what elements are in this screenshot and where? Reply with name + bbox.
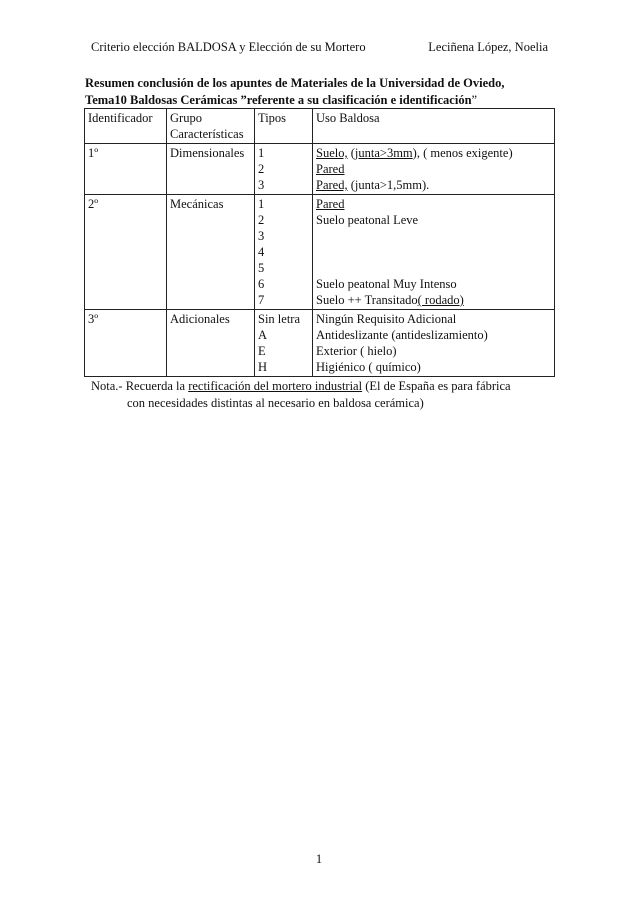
tipo-item: 3 [258,229,265,243]
uso-text: (junta>1,5mm). [347,178,430,192]
uso-item [316,196,552,212]
tipo-item: 2 [258,213,265,227]
table-row [85,310,555,377]
uso-junta-link[interactable]: junta>3mm [354,146,413,160]
cell-uso [313,195,555,310]
uso-text: ( [347,146,355,160]
tipo-item: A [258,328,268,342]
table-header-row [85,109,555,144]
note-paragraph [91,378,551,412]
page-number: 1 [315,852,323,866]
summary-line-2-end: ” [471,93,478,107]
summary-line-1: Resumen conclusión de los apuntes de Materiales de la Universidad de Oviedo, [85,76,505,90]
tipo-item: 2 [258,162,265,176]
note-line-2: con necesidades distintas al necesario en baldosa cerámica) [127,396,424,410]
uso-pared-link[interactable]: Pared, [316,178,348,192]
uso-item: Exterior ( hielo) [316,344,397,358]
uso-item-empty [316,244,552,260]
tipo-item: H [258,360,268,374]
cell-id: 2º [85,195,167,310]
uso-pared-link[interactable]: Pared [316,197,345,211]
uso-text: ), ( menos exigente) [412,146,513,160]
table-row [85,195,555,310]
cell-id: 3º [85,310,167,377]
uso-item [316,292,552,308]
uso-item [316,177,552,193]
header-grupo [167,109,255,144]
table-row [85,144,555,195]
summary-heading [85,75,555,109]
uso-pared-link[interactable]: Pared [316,162,345,176]
cell-grupo: Adicionales [167,310,255,377]
uso-suelo-link[interactable]: Suelo, [316,146,348,160]
uso-text: Suelo ++ Transitado [316,293,418,307]
note-suffix: (El de España es para fábrica [362,379,511,393]
tipo-item: 1 [258,197,265,211]
cell-grupo: Dimensionales [167,144,255,195]
classification-table [84,108,555,377]
cell-uso [313,310,555,377]
header-author: Leciñena López, Noelia [428,40,548,54]
uso-rodado-link[interactable]: ( rodado) [417,293,464,307]
uso-item-empty [316,228,552,244]
summary-line-2 [85,92,555,109]
uso-item: Ningún Requisito Adicional [316,312,457,326]
cell-uso [313,144,555,195]
tipo-item: 7 [258,293,265,307]
cell-tipos [255,195,313,310]
header-grupo-line-2: Características [170,127,244,141]
uso-item [316,161,552,177]
header-title: Criterio elección BALDOSA y Elección de su Mortero [91,40,366,54]
tipo-item: E [258,344,266,358]
uso-item [316,145,552,161]
tipo-item: 4 [258,245,265,259]
header-tipos: Tipos [255,109,313,144]
cell-tipos [255,310,313,377]
note-link[interactable]: rectificación del mortero industrial [188,379,363,393]
note-prefix: Nota.- Recuerda la [91,379,189,393]
tipo-item: 1 [258,146,265,160]
uso-item: Suelo peatonal Leve [316,213,419,227]
header-uso: Uso Baldosa [313,109,555,144]
page-header [91,40,548,55]
uso-item-empty [316,260,552,276]
cell-tipos [255,144,313,195]
cell-id: 1º [85,144,167,195]
cell-grupo: Mecánicas [167,195,255,310]
uso-item: Suelo peatonal Muy Intenso [316,277,457,291]
tipo-item: Sin letra [258,312,301,326]
header-grupo-line-1: Grupo [170,111,202,125]
uso-item: Higiénico ( químico) [316,360,421,374]
uso-item: Antideslizante (antideslizamiento) [316,328,488,342]
header-identificador: Identificador [85,109,167,144]
summary-line-2-text: Tema10 Baldosas Cerámicas ”referente a su clasificación e identificación [85,93,472,107]
tipo-item: 3 [258,178,265,192]
tipo-item: 6 [258,277,265,291]
tipo-item: 5 [258,261,265,275]
